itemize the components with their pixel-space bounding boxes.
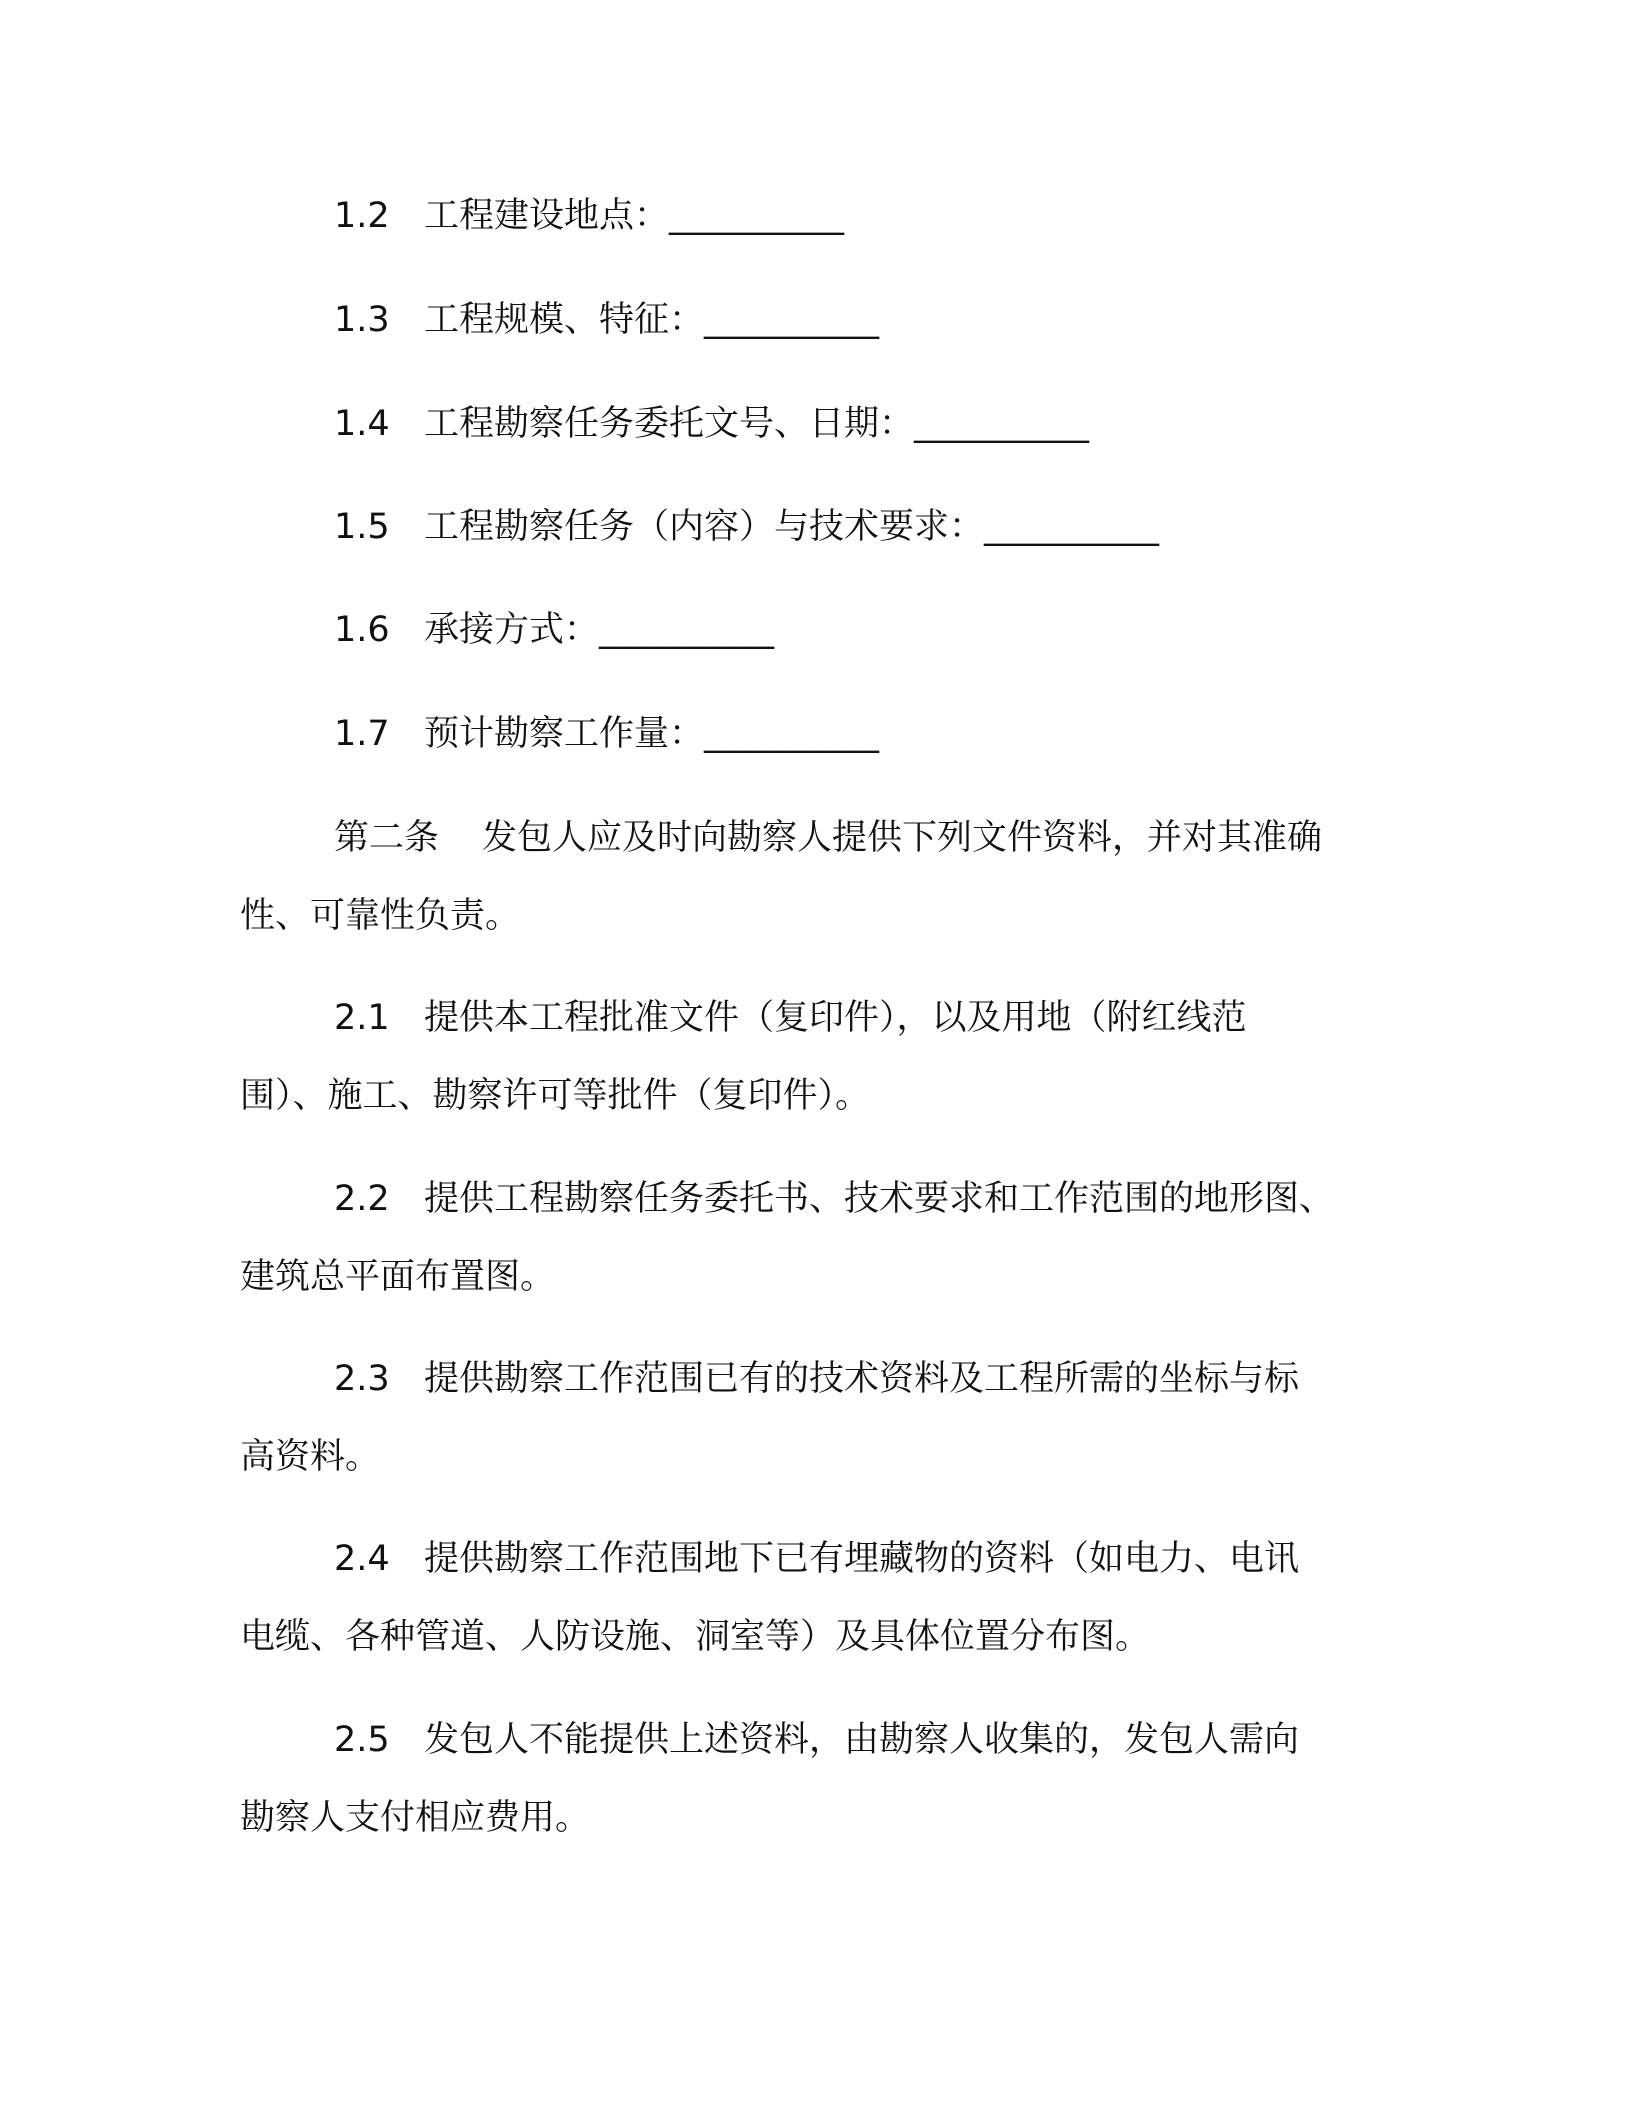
item-1-4 — [334, 402, 1089, 446]
clause-2-2 — [240, 1177, 1380, 1299]
clause-text: 提供工程勘察任务委托书、技术要求和工作范围的地形图、 — [424, 1179, 1335, 1219]
clause-line-1 — [240, 1537, 1380, 1581]
item-text: 工程勘察任务委托文号、日期：__________ — [424, 404, 1090, 444]
clause-text: 发包人不能提供上述资料，由勘察人收集的，发包人需向 — [424, 1720, 1300, 1760]
article-2 — [240, 816, 1380, 938]
clause-text: 提供勘察工作范围地下已有埋藏物的资料（如电力、电讯 — [424, 1539, 1300, 1579]
item-text: 承接方式：__________ — [424, 610, 775, 650]
item-text: 预计勘察工作量：__________ — [424, 714, 880, 754]
clause-number: 2.1 — [334, 998, 390, 1038]
clause-2-4 — [240, 1537, 1380, 1659]
clause-line-2: 勘察人支付相应费用。 — [240, 1798, 591, 1838]
clause-number: 2.4 — [334, 1539, 390, 1579]
item-text: 工程规模、特征：__________ — [424, 300, 880, 340]
item-number: 1.5 — [334, 507, 390, 547]
item-1-3 — [334, 298, 879, 342]
clause-line-2: 围）、施工、勘察许可等批件（复印件）。 — [240, 1076, 871, 1116]
clause-line-1 — [240, 996, 1380, 1040]
item-number: 1.7 — [334, 714, 390, 754]
article-2-line-1 — [240, 816, 1380, 860]
article-heading: 第二条 — [334, 818, 440, 858]
clause-number: 2.3 — [334, 1359, 390, 1399]
item-number: 1.3 — [334, 300, 390, 340]
article-text: 发包人应及时向勘察人提供下列文件资料，并对其准确 — [482, 818, 1323, 858]
clause-line-2: 建筑总平面布置图。 — [240, 1257, 556, 1297]
clause-line-1 — [240, 1357, 1380, 1401]
clause-number: 2.2 — [334, 1179, 390, 1219]
clause-number: 2.5 — [334, 1720, 390, 1760]
item-1-2 — [334, 194, 844, 238]
item-1-6 — [334, 608, 774, 652]
clause-2-1 — [240, 996, 1380, 1118]
clause-line-2: 高资料。 — [240, 1437, 381, 1477]
clause-text: 提供本工程批准文件（复印件），以及用地（附红线范 — [424, 998, 1247, 1038]
item-number: 1.4 — [334, 404, 390, 444]
clause-text: 提供勘察工作范围已有的技术资料及工程所需的坐标与标 — [424, 1359, 1300, 1399]
clause-line-1 — [240, 1177, 1380, 1221]
item-text: 工程建设地点：__________ — [424, 196, 845, 236]
item-number: 1.2 — [334, 196, 390, 236]
item-number: 1.6 — [334, 610, 390, 650]
item-1-7 — [334, 712, 879, 756]
item-1-5 — [334, 505, 1159, 549]
clause-2-3 — [240, 1357, 1380, 1479]
clause-2-5 — [240, 1718, 1380, 1840]
item-text: 工程勘察任务（内容）与技术要求：__________ — [424, 507, 1160, 547]
clause-line-1 — [240, 1718, 1380, 1762]
clause-line-2: 电缆、各种管道、人防设施、洞室等）及具体位置分布图。 — [240, 1617, 1151, 1657]
article-2-line-2: 性、可靠性负责。 — [240, 896, 521, 936]
